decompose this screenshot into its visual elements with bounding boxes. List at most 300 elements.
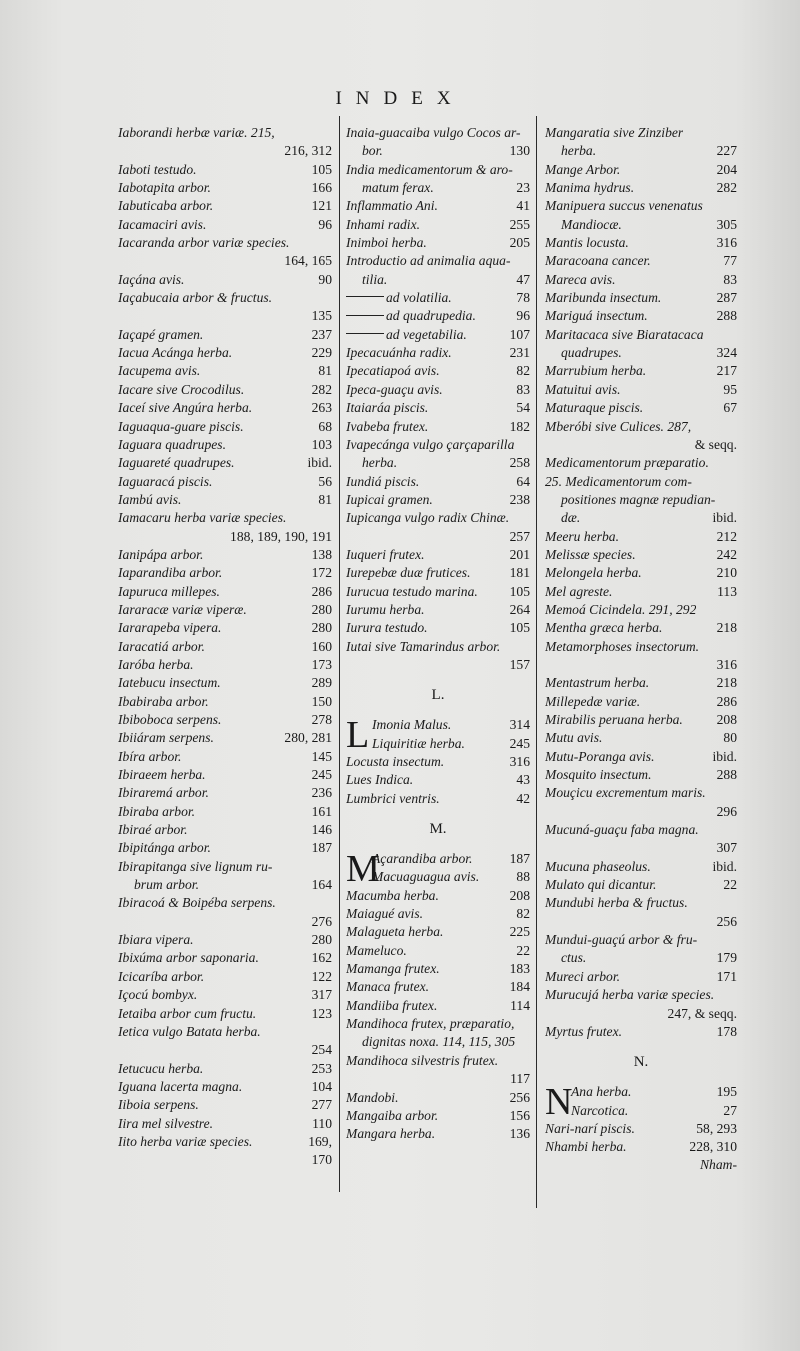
index-entry: [346, 656, 530, 674]
entry-term: [545, 968, 620, 986]
entry-term-text: positiones magnæ repudian-: [561, 491, 716, 507]
entry-term-text: Mange Arbor.: [545, 161, 621, 177]
entry-term: [545, 271, 615, 289]
entry-term: [545, 601, 696, 619]
entry-term-text: Iaparandiba arbor.: [118, 565, 223, 581]
entry-term: [118, 124, 275, 142]
entry-term: [346, 142, 383, 160]
index-entry: [346, 161, 530, 179]
entry-term-text: ctus.: [561, 950, 587, 966]
entry-term: [545, 1138, 627, 1156]
entry-page-ref: 81: [318, 491, 332, 507]
ditto-dash: [346, 315, 384, 316]
index-entry: [346, 1089, 530, 1107]
entry-term: [118, 289, 272, 307]
entry-page-ref: 27: [723, 1102, 737, 1118]
index-entry: [118, 1078, 332, 1096]
entry-page-ref: 157: [509, 656, 530, 672]
entry-term: [346, 1089, 398, 1107]
entry-page-ref: 217: [716, 363, 737, 379]
entry-term-text: Murucujá herba variæ species.: [545, 987, 715, 1003]
index-entry: [545, 674, 737, 692]
entry-term-text: Icicaríba arbor.: [118, 968, 205, 984]
entry-page-ref: 170: [311, 1152, 332, 1168]
entry-term-text: Iacamaciri avis.: [118, 216, 207, 232]
entry-term-text: Maiagué avis.: [346, 906, 424, 922]
entry-term-text: Ietaiba arbor cum fructu.: [118, 1005, 257, 1021]
entry-page-ref: 96: [516, 308, 530, 324]
entry-term-text: Ietucucu herba.: [118, 1060, 204, 1076]
index-entry: [346, 179, 530, 197]
index-entry: [545, 766, 737, 784]
entry-term-text: Melongela herba.: [545, 565, 642, 581]
entry-term: [346, 381, 443, 399]
entry-page-ref: 245: [509, 735, 530, 751]
entry-page-ref: 227: [716, 143, 737, 159]
entry-page-ref: 105: [311, 161, 332, 177]
entry-page-ref: 282: [716, 180, 737, 196]
index-entry: [118, 454, 332, 472]
entry-term-text: Manima hydrus.: [545, 180, 635, 196]
index-entry: [346, 1033, 530, 1051]
entry-page-ref: 257: [509, 528, 530, 544]
entry-page-ref: 64: [516, 473, 530, 489]
index-column-3: [545, 124, 737, 1173]
entry-page-ref: 54: [516, 400, 530, 416]
entry-term: [346, 1015, 514, 1033]
entry-term-text: Iutai sive Tamarindus arbor.: [346, 638, 501, 654]
entry-term: [545, 491, 715, 509]
entry-term-text: Ianipápa arbor.: [118, 546, 204, 562]
entry-term-text: Mirabilis peruana herba.: [545, 712, 683, 727]
entry-term-text: Iatebucu insectum.: [118, 675, 221, 691]
index-entry: [545, 1120, 737, 1138]
section-entries: [346, 850, 530, 1144]
index-entry: [545, 161, 737, 179]
entry-page-ref: 255: [509, 216, 530, 232]
entry-term-text: Mundubi herba & fructus.: [545, 895, 688, 911]
entry-page-ref: 47: [516, 271, 530, 287]
entry-term: [118, 601, 247, 619]
entry-page-ref: 80: [723, 730, 737, 746]
index-entry: [118, 124, 332, 142]
entry-page-ref: 237: [311, 326, 332, 342]
entry-page-ref: 280: [311, 620, 332, 636]
index-entry: [346, 978, 530, 996]
index-entry: [545, 1023, 737, 1041]
entry-page-ref: 282: [311, 381, 332, 397]
entry-page-ref: 253: [311, 1060, 332, 1076]
index-entry: [118, 1041, 332, 1059]
entry-term: [545, 693, 640, 711]
section-entries: [346, 716, 530, 808]
entry-term: [346, 997, 437, 1015]
index-entry: [346, 362, 530, 380]
entry-page-ref: 68: [318, 418, 332, 434]
entry-page-ref: 316: [716, 235, 737, 251]
index-entry: [118, 362, 332, 380]
index-entry: [118, 381, 332, 399]
entry-term: [118, 362, 200, 380]
entry-term: [545, 454, 709, 472]
ditto-dash: [346, 333, 384, 334]
index-entry: [118, 803, 332, 821]
entry-term-text: Iaguareté quadrupes.: [118, 455, 235, 471]
entry-term: [545, 509, 580, 527]
entry-term: [118, 197, 213, 215]
entry-page-ref: 160: [311, 638, 332, 654]
entry-term-text: ad volatilia.: [386, 290, 452, 306]
entry-term-text: dæ.: [561, 510, 581, 526]
index-entry: [346, 790, 530, 808]
entry-term: [545, 142, 596, 160]
index-entry: [118, 821, 332, 839]
entry-term: [346, 362, 440, 380]
index-entry: [346, 454, 530, 472]
index-entry: [118, 1060, 332, 1078]
entry-term-text: Nhambi herba.: [545, 1139, 627, 1155]
entry-term: [346, 1052, 498, 1070]
index-entry: [545, 839, 737, 857]
entry-term-text: Iurepebæ duæ frutices.: [346, 565, 471, 581]
entry-term-text: Iuqueri frutex.: [346, 546, 425, 562]
entry-term: [545, 234, 629, 252]
entry-page-ref: 113: [717, 583, 737, 599]
entry-term: [545, 674, 649, 692]
entry-page-ref: 83: [723, 271, 737, 287]
entry-term-text: Ibiara vipera.: [118, 932, 194, 948]
entry-page-ref: 161: [311, 803, 332, 819]
entry-term-text: Iabotapita arbor.: [118, 180, 211, 196]
index-entry: [346, 546, 530, 564]
entry-term-text: Mulato qui dicantur.: [545, 877, 657, 893]
entry-term-text: Mentastrum herba.: [545, 675, 650, 691]
entry-term: [545, 729, 602, 747]
entry-term-text: Marrubium herba.: [545, 363, 647, 379]
entry-page-ref: 247, & seqq.: [667, 1005, 737, 1021]
index-entry: [118, 234, 332, 252]
entry-term-text: Mundui-guaçú arbor & fru-: [545, 932, 698, 948]
entry-term: [545, 821, 699, 839]
entry-term: [346, 638, 500, 656]
entry-term: [545, 124, 683, 142]
index-entry: [545, 381, 737, 399]
entry-term: [346, 619, 428, 637]
entry-page-ref: 123: [311, 1005, 332, 1021]
entry-term-text: Iacupema avis.: [118, 363, 201, 379]
index-entry: [118, 766, 332, 784]
entry-term-text: Iurumu herba.: [346, 601, 425, 617]
index-entry: [346, 528, 530, 546]
index-entry: [346, 735, 530, 753]
entry-term-text: Ibipitánga arbor.: [118, 840, 211, 856]
entry-term-text: Manipuera succus venenatus: [545, 198, 703, 214]
index-entry: [545, 913, 737, 931]
index-entry: [545, 436, 737, 454]
entry-page-ref: 280: [311, 601, 332, 617]
index-entry: [545, 1005, 737, 1023]
entry-term-text: Ivapecánga vulgo çarçaparilla: [346, 436, 515, 452]
entry-term-text: Mariguá insectum.: [545, 308, 648, 324]
entry-term-text: Locusta insectum.: [346, 754, 445, 769]
entry-term-text: Manaca frutex.: [346, 979, 430, 995]
index-entry: [118, 528, 332, 546]
entry-term: [118, 326, 203, 344]
entry-term: [346, 124, 521, 142]
entry-term: [118, 1060, 203, 1078]
entry-page-ref: 181: [509, 565, 530, 581]
index-entry: [118, 179, 332, 197]
entry-term-text: Inflammatio Ani.: [346, 198, 438, 214]
entry-term-text: Iacaranda arbor variæ species.: [118, 235, 290, 251]
entry-term: [118, 839, 211, 857]
entry-term-text: Matuitui avis.: [545, 381, 621, 397]
catchword: Nham-: [699, 1156, 737, 1172]
entry-term: [118, 399, 252, 417]
entry-term: [346, 289, 452, 307]
entry-page-ref: 56: [318, 473, 332, 489]
index-entry: [545, 124, 737, 142]
entry-page-ref: 162: [311, 950, 332, 966]
index-entry: [545, 601, 737, 619]
entry-term: [346, 197, 438, 215]
page-title: INDEX: [335, 88, 465, 109]
column-rule-right: [536, 116, 537, 1208]
entry-page-ref: 317: [311, 987, 332, 1003]
entry-term-text: Mandobi.: [346, 1089, 399, 1105]
entry-page-ref: 95: [723, 381, 737, 397]
entry-term: [118, 1096, 199, 1114]
index-entry: [346, 960, 530, 978]
entry-page-ref: 117: [510, 1071, 530, 1087]
entry-term-text: Ana herba.: [571, 1084, 632, 1100]
entry-term-text: Inhami radix.: [346, 216, 421, 232]
entry-term: [346, 905, 423, 923]
entry-page-ref: ibid.: [712, 748, 737, 764]
entry-term: [346, 271, 387, 289]
entry-page-ref: 121: [311, 198, 332, 214]
section-letter: N.: [633, 1054, 649, 1071]
entry-page-ref: 182: [509, 418, 530, 434]
entry-page-ref: 138: [311, 546, 332, 562]
index-entry: [545, 876, 737, 894]
entry-term: [118, 418, 244, 436]
drop-cap: M: [346, 848, 380, 891]
entry-term-text: Mangara herba.: [346, 1126, 436, 1142]
index-entry: [346, 638, 530, 656]
drop-cap: N: [545, 1081, 573, 1124]
entry-term: [118, 473, 212, 491]
index-entry: [545, 1138, 737, 1156]
entry-term-text: Iiboia serpens.: [118, 1097, 199, 1113]
entry-page-ref: 22: [516, 942, 530, 958]
entry-term-text: Mandihoca frutex, præparatio,: [346, 1016, 515, 1032]
index-entry: [545, 564, 737, 582]
entry-term-text: Mamanga frutex.: [346, 961, 440, 977]
entry-page-ref: 276: [311, 913, 332, 929]
entry-term: [346, 923, 443, 941]
entry-page-ref: 156: [509, 1107, 530, 1123]
entry-page-ref: 195: [716, 1084, 737, 1100]
entry-term: [346, 1107, 438, 1125]
entry-term: [545, 876, 656, 894]
entry-page-ref: 204: [716, 161, 737, 177]
entry-term-text: Mberóbi sive Culices. 287,: [545, 418, 692, 434]
entry-page-ref: ibid.: [712, 510, 737, 526]
index-entry: [118, 418, 332, 436]
entry-term-text: Iambú avis.: [118, 491, 182, 507]
entry-term-text: Inaia-guacaiba vulgo Cocos ar-: [346, 125, 521, 140]
index-entry: [545, 179, 737, 197]
index-entry: [118, 473, 332, 491]
index-entry: [118, 784, 332, 802]
index-entry: [545, 528, 737, 546]
index-entry: [545, 1102, 737, 1120]
entry-term: [118, 344, 232, 362]
entry-page-ref: 205: [509, 235, 530, 251]
index-entry: [346, 942, 530, 960]
entry-term: [118, 454, 235, 472]
entry-term-text: Iurucua testudo marina.: [346, 583, 478, 599]
entry-term: [118, 1023, 261, 1041]
entry-term-text: Iaróba herba.: [118, 656, 194, 672]
entry-term-text: Malagueta herba.: [346, 924, 444, 940]
index-entry: [346, 997, 530, 1015]
entry-page-ref: 286: [311, 583, 332, 599]
entry-page-ref: 286: [716, 693, 737, 709]
entry-term-text: Myrtus frutex.: [545, 1023, 623, 1039]
entry-page-ref: 171: [716, 968, 737, 984]
entry-page-ref: 178: [716, 1023, 737, 1039]
index-entry: [545, 949, 737, 967]
index-entry: [545, 344, 737, 362]
index-entry: [118, 326, 332, 344]
index-entry: [346, 142, 530, 160]
entry-term: [118, 784, 209, 802]
entry-term: [118, 1115, 213, 1133]
entry-page-ref: 105: [509, 583, 530, 599]
entry-term-text: Ibiboboca serpens.: [118, 712, 222, 727]
entry-term: [118, 968, 204, 986]
index-entry: [346, 491, 530, 509]
entry-page-ref: ibid.: [712, 858, 737, 874]
index-entry: [118, 949, 332, 967]
entry-term-text: Ipeca-guaçu avis.: [346, 381, 443, 397]
entry-page-ref: 258: [509, 455, 530, 471]
index-entry: [346, 326, 530, 344]
entry-term-text: bor.: [362, 143, 383, 159]
entry-term-text: Iaçapé gramen.: [118, 326, 204, 342]
entry-term: [118, 821, 187, 839]
entry-page-ref: 296: [716, 803, 737, 819]
entry-term: [118, 858, 272, 876]
entry-term-text: Maturaque piscis.: [545, 400, 644, 416]
entry-term-text: Mareca avis.: [545, 271, 616, 287]
entry-term-text: Ietica vulgo Batata herba.: [118, 1023, 261, 1039]
entry-page-ref: 208: [509, 887, 530, 903]
entry-page-ref: 58, 293: [696, 1120, 737, 1136]
entry-term: [118, 271, 184, 289]
index-column-2: [346, 124, 530, 1144]
entry-term-text: ad quadrupedia.: [386, 308, 476, 324]
entry-term: [118, 693, 209, 711]
entry-term-text: Mel agreste.: [545, 583, 613, 599]
entry-page-ref: 229: [311, 345, 332, 361]
entry-term: [118, 656, 194, 674]
entry-term: [545, 216, 622, 234]
entry-term-text: Içocú bombyx.: [118, 987, 198, 1003]
index-column-1: [118, 124, 332, 1170]
entry-term: [545, 711, 683, 729]
entry-page-ref: 280: [311, 932, 332, 948]
section-letter: L.: [431, 687, 445, 704]
entry-term: [346, 978, 429, 996]
index-entry: [346, 252, 530, 270]
entry-term-text: Itaiaráa piscis.: [346, 400, 429, 416]
entry-term: [118, 748, 181, 766]
index-entry: [545, 142, 737, 160]
index-entry: [346, 1107, 530, 1125]
index-entry: [118, 399, 332, 417]
entry-term: [118, 509, 286, 527]
index-entry: [118, 583, 332, 601]
index-entry: [118, 216, 332, 234]
entry-page-ref: 188, 189, 190, 191: [230, 528, 332, 544]
entry-term: [545, 399, 643, 417]
index-entry: [545, 326, 737, 344]
index-entry: [346, 399, 530, 417]
entry-term-text: Iacare sive Crocodilus.: [118, 381, 245, 397]
entry-page-ref: 316: [509, 754, 530, 769]
entry-page-ref: 41: [516, 198, 530, 214]
entry-term-text: tilia.: [362, 271, 388, 287]
entry-term: [346, 436, 514, 454]
entry-term-text: dignitas noxa. 114, 115, 305: [362, 1034, 516, 1050]
entry-term-text: India medicamentorum & aro-: [346, 161, 513, 177]
entry-term-text: Maritacaca sive Biaratacaca: [545, 326, 704, 342]
index-entry: [118, 619, 332, 637]
index-entry: [346, 289, 530, 307]
index-entry: [545, 418, 737, 436]
entry-term-text: Mangaiba arbor.: [346, 1107, 439, 1123]
entry-page-ref: 169,: [308, 1133, 332, 1149]
index-entry: [545, 711, 737, 729]
index-entry: [346, 344, 530, 362]
index-entry: [118, 693, 332, 711]
index-entry: [346, 381, 530, 399]
index-entry: [346, 619, 530, 637]
entry-term: [118, 179, 211, 197]
index-entry: [118, 711, 332, 729]
entry-term-text: Maracoana cancer.: [545, 253, 651, 269]
index-entry: [346, 753, 530, 771]
index-entry: [118, 748, 332, 766]
entry-term-text: Iupicai gramen.: [346, 491, 433, 507]
index-entry: [346, 271, 530, 289]
section-letter: M.: [429, 821, 447, 838]
entry-term-text: Iaboti testudo.: [118, 161, 197, 177]
index-entry: [118, 638, 332, 656]
index-entry: [346, 473, 530, 491]
entry-term-text: ad vegetabilia.: [386, 326, 467, 342]
index-entry: [118, 509, 332, 527]
entry-page-ref: & seqq.: [694, 436, 737, 452]
entry-page-ref: 104: [311, 1078, 332, 1094]
entry-term-text: Iaguaqua-guare piscis.: [118, 418, 244, 434]
index-entry: [118, 1151, 332, 1169]
index-entry: [346, 771, 530, 789]
entry-page-ref: 172: [311, 565, 332, 581]
